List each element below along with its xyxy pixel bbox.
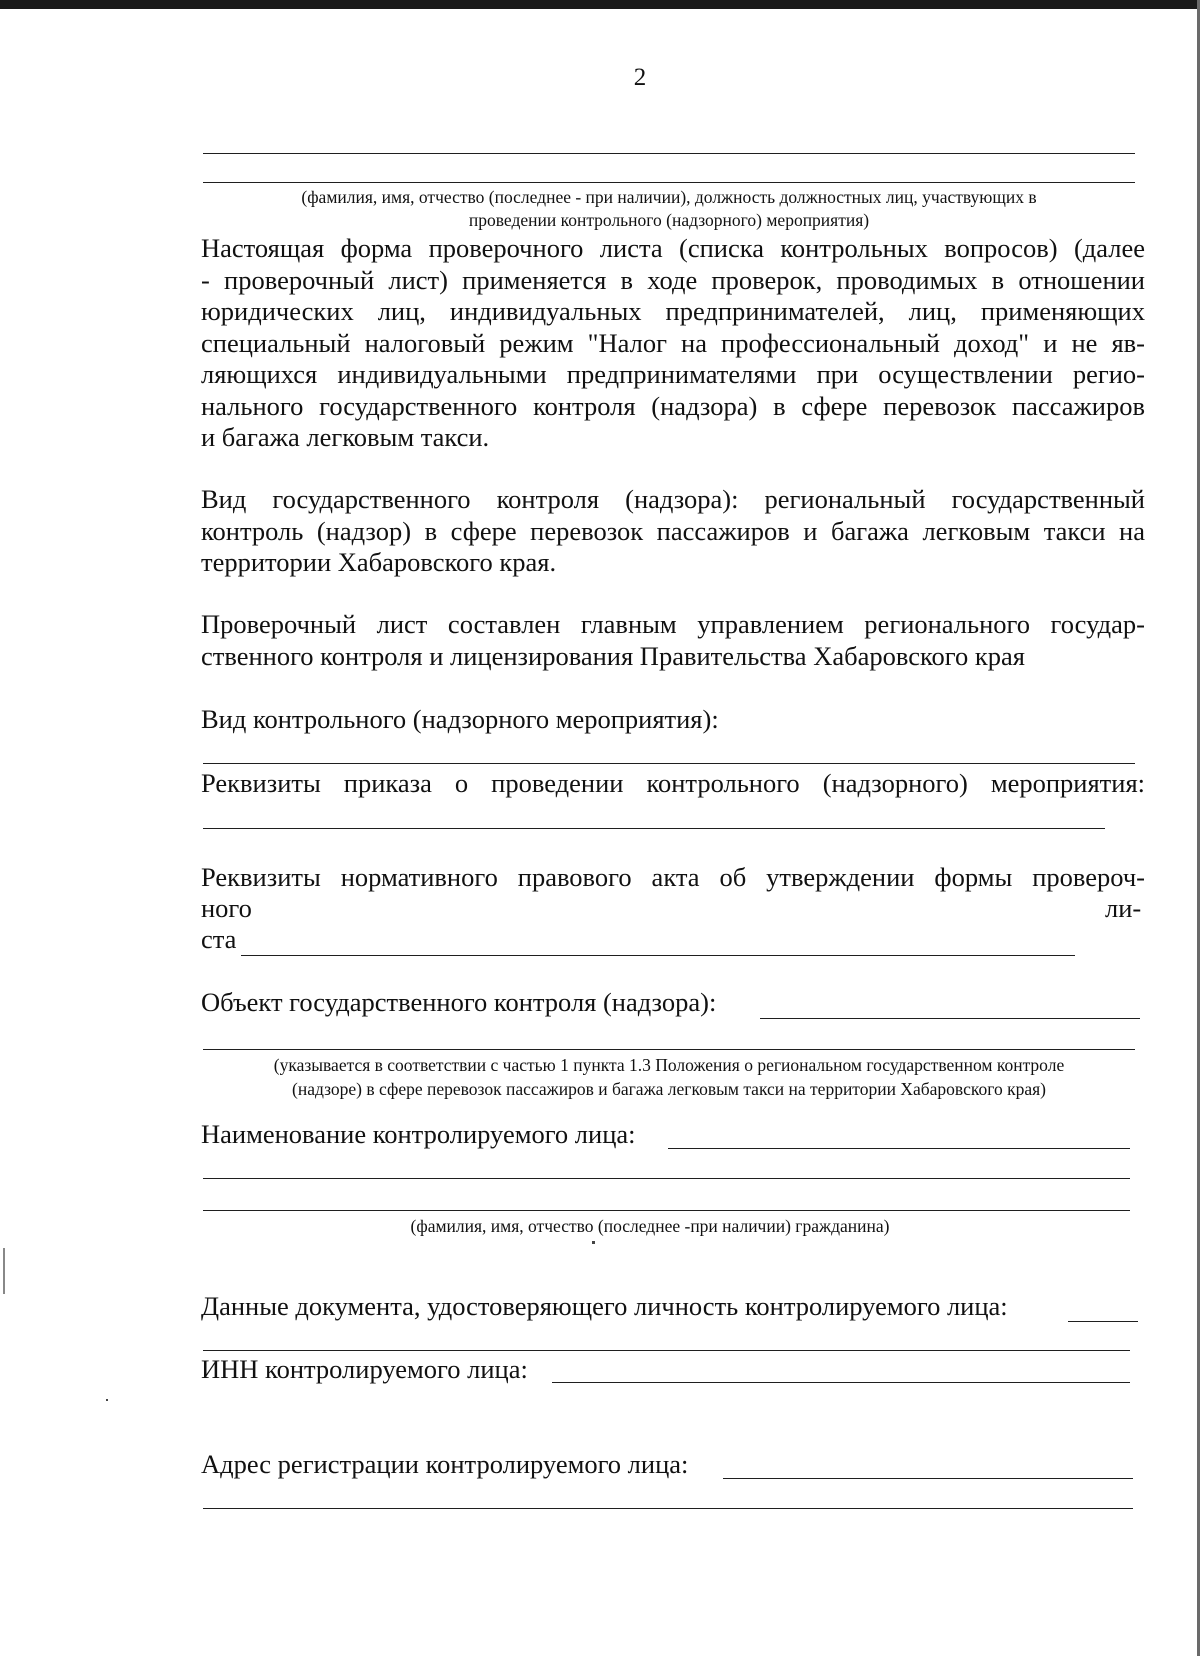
- paragraph-line: территории Хабаровского края.: [201, 547, 557, 577]
- order-details-line[interactable]: [203, 828, 1105, 829]
- controlled-person-line[interactable]: [668, 1148, 1130, 1149]
- paragraph-line: контроль (надзор) в сфере перевозок пассажиров и багажа легковым такси на: [201, 515, 1145, 546]
- paragraph-line: нального государственного контроля (надзора) в сфере перевозок пассажиров: [201, 390, 1145, 421]
- scan-dot: [106, 1399, 108, 1401]
- event-type-label: Вид контрольного (надзорного мероприятия):: [201, 704, 719, 734]
- participants-caption-line: (фамилия, имя, отчество (последнее - при наличии), должность должностных лиц, участвующих в: [301, 187, 1037, 207]
- participants-caption-line: проведении контрольного (надзорного) мероприятия): [468, 210, 870, 230]
- paragraph-line: - проверочный лист) применяется в ходе проверок, проводимых в отношении: [201, 264, 1145, 295]
- paragraph-line: Настоящая форма проверочного листа (списка контрольных вопросов) (далее: [201, 233, 1145, 263]
- address-label: Адрес регистрации контролируемого лица:: [201, 1449, 689, 1479]
- paragraph-line: Проверочный лист составлен главным управлением регионального государ-: [201, 609, 1145, 639]
- normative-act-label-part: ста: [201, 924, 237, 954]
- inn-label: ИНН контролируемого лица:: [201, 1354, 528, 1384]
- paragraph-line: ляющихся индивидуальными предпринимателями при осуществлении регио-: [201, 359, 1145, 389]
- paragraph-line: и багажа легковым такси.: [201, 422, 490, 452]
- scan-top-edge: [0, 0, 1200, 9]
- normative-act-label: Реквизиты нормативного правового акта об утверждении формы провероч-: [201, 862, 1145, 892]
- controlled-person-line-2[interactable]: [203, 1178, 1130, 1179]
- paragraph-line: ственного контроля и лицензирования Правительства Хабаровского края: [201, 640, 1025, 671]
- controlled-person-line-3[interactable]: [203, 1210, 1130, 1211]
- object-caption: [203, 1053, 1135, 1101]
- object-label: Объект государственного контроля (надзора):: [201, 987, 717, 1017]
- scan-dot: [592, 1241, 595, 1244]
- address-line-2[interactable]: [203, 1508, 1133, 1509]
- normative-act-label-part: ного: [201, 893, 252, 923]
- event-type-line[interactable]: [203, 763, 1135, 764]
- paragraph-line: юридических лиц, индивидуальных предпринимателей, лиц, применяющих: [201, 296, 1145, 326]
- identity-document-line-2[interactable]: [203, 1350, 1130, 1351]
- participants-line-2: [203, 182, 1135, 183]
- controlled-person-label: Наименование контролируемого лица:: [201, 1119, 636, 1149]
- object-line-2[interactable]: [203, 1049, 1135, 1050]
- citizen-caption: (фамилия, имя, отчество (последнее -при наличии) гражданина): [410, 1216, 890, 1236]
- paragraph-line: Вид государственного контроля (надзора): региональный государственный: [201, 484, 1145, 514]
- scan-margin-mark: [3, 1248, 5, 1294]
- control-type-paragraph: [201, 484, 1145, 579]
- participants-line-1: [203, 153, 1135, 154]
- address-line[interactable]: [723, 1478, 1133, 1479]
- compiled-by-paragraph: [201, 609, 1145, 672]
- participants-caption: [203, 186, 1135, 232]
- identity-document-label: Данные документа, удостоверяющего личность контролируемого лица:: [201, 1291, 1008, 1321]
- object-line[interactable]: [760, 1018, 1140, 1019]
- page-number: 2: [633, 64, 647, 91]
- normative-act-line[interactable]: [241, 955, 1075, 956]
- object-caption-line: (указывается в соответствии с частью 1 пункта 1.3 Положения о региональном государственном контроле: [273, 1055, 1065, 1075]
- inn-line[interactable]: [552, 1382, 1130, 1383]
- object-caption-line: (надзоре) в сфере перевозок пассажиров и багажа легковым такси на территории Хабаровского края): [292, 1079, 1046, 1099]
- normative-act-label-part: ли-: [1105, 893, 1142, 923]
- identity-document-line[interactable]: [1068, 1321, 1138, 1322]
- purpose-paragraph: [201, 233, 1145, 454]
- paragraph-line: специальный налоговый режим "Налог на профессиональный доход" и не яв-: [201, 327, 1145, 358]
- order-details-label: Реквизиты приказа о проведении контрольного (надзорного) мероприятия:: [201, 768, 1145, 798]
